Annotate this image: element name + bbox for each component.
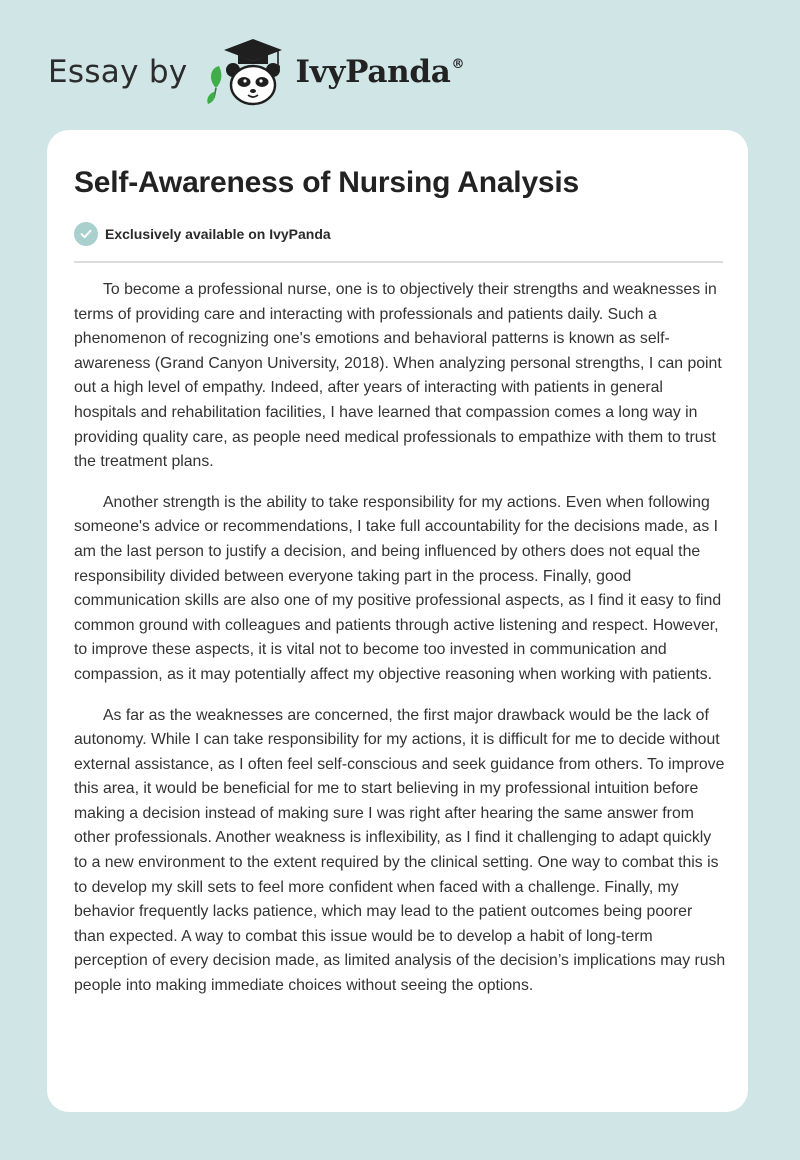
site-header (48, 36, 464, 108)
essay-body (74, 278, 726, 1015)
panda-graduate-icon[interactable] (202, 36, 292, 108)
divider (74, 261, 723, 263)
essay-paragraph: Another strength is the ability to take responsibility for my actions. Even when following someone's advice or recommendations, I take full accountability for the decisions made, as I am the last person to justify a decision, and being influenced by others does not equal the responsibility divided between everyone taking part in the process. Finally, good communication skills are also one of my positive professional aspects, as I find it easy to find common ground with colleagues and patients through active listening and respect. However, to improve these aspects, it is vital not to become too invested in communication and compassion, as it may potentially affect my objective reasoning when working with patients. (74, 493, 722, 683)
brand-name-text: IvyPanda (295, 54, 451, 90)
brand-name[interactable] (296, 54, 465, 90)
essay-paragraph: To become a professional nurse, one is to objectively their strengths and weaknesses in terms of providing care and interacting with professionals and patients daily. Such a phenomenon of recognizing one's emotions and behavioral patterns is known as self-awareness (Grand Canyon University, 2018). When analyzing personal strengths, I can point out a high level of empathy. Indeed, after years of interacting with patients in general hospitals and rehabilitation facilities, I have learned that compassion comes a long way in providing quality care, as people need medical professionals to empathize with them to trust the treatment plans. (74, 281, 722, 471)
essay-card (47, 130, 748, 1112)
exclusive-label: Exclusively available on IvyPanda (105, 226, 331, 242)
essay-paragraph: As far as the weaknesses are concerned, the first major drawback would be the lack of autonomy. While I can take responsibility for my actions, it is difficult for me to decide without external assistance, as I often feel self-conscious and seek guidance from others. To improve this area, it would be beneficial for me to start believing in my professional intuition before making a decision instead of making sure I was right after hearing the same answer from other professionals. Another weakness is inflexibility, as I find it challenging to adapt quickly to a new environment to the extent required by the clinical setting. One way to combat this is to develop my skill sets to feel more confident when faced with a challenge. Finally, my behavior frequently lacks patience, which may lead to the patient outcomes being poorer than expected. A way to combat this issue would be to develop a habit of long-term perception of every decision made, as limited analysis of the decision’s implications may rush people into making immediate choices without seeing the options. (74, 706, 726, 995)
registered-mark: ® (451, 57, 465, 72)
essay-by-label: Essay by (48, 54, 188, 90)
check-icon (74, 222, 98, 246)
page-title: Self-Awareness of Nursing Analysis (74, 166, 580, 199)
leaf-icon (207, 66, 221, 104)
exclusive-badge (74, 222, 331, 246)
